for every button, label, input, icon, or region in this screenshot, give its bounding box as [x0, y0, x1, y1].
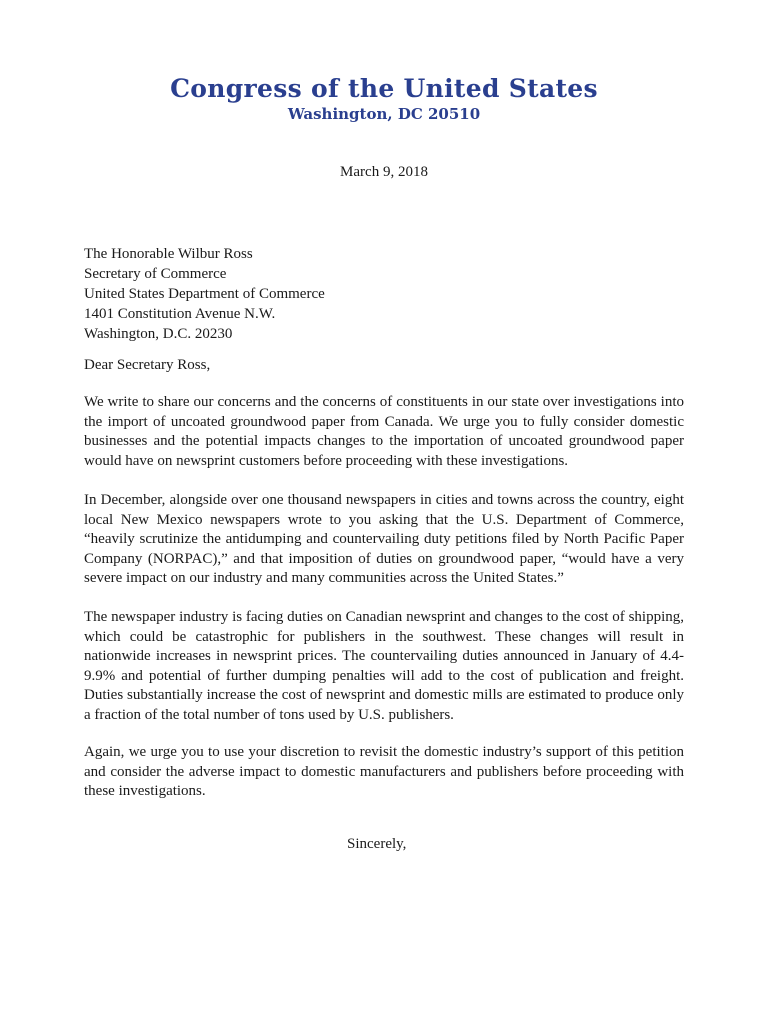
recipient-name: The Honorable Wilbur Ross — [84, 246, 253, 262]
recipient-title: Secretary of Commerce — [84, 266, 227, 282]
recipient-street: 1401 Constitution Avenue N.W. — [84, 306, 276, 322]
recipient-city: Washington, D.C. 20230 — [84, 326, 233, 342]
letterhead-title: Congress of the United States — [170, 74, 598, 103]
letterhead-address: Washington, DC 20510 — [287, 105, 481, 123]
body-paragraph-4: Again, we urge you to use your discretion to revisit the domestic industry’s support of this petition and consider the adverse impact to domestic manufacturers and publishers before proceeding with these investigations. — [84, 744, 684, 799]
body-paragraph-2: In December, alongside over one thousand newspapers in cities and towns across the country, eight local New Mexico newspapers wrote to you asking that the U.S. Department of Commerce, “heavily scrutinize the antidumping and countervailing duty petitions filed by North Pacific Paper Company (NORPAC),” and that imposition of duties on groundwood paper, “would have a very severe impact on our industry and many communities across the United States.” — [84, 492, 684, 586]
body-paragraph-3: The newspaper industry is facing duties on Canadian newsprint and changes to the cost of shipping, which could be catastrophic for publishers in the southwest. These changes will result in nationwide increases in newsprint prices. The countervailing duties announced in January of 4.4-9.9% and potential of further dumping penalties will add to the cost of publication and freight. Duties substantially increase the cost of newsprint and domestic mills are estimated to produce only a fraction of the total number of tons used by U.S. publishers. — [84, 609, 684, 723]
salutation: Dear Secretary Ross, — [84, 357, 211, 373]
body-paragraph-1: We write to share our concerns and the concerns of constituents in our state over investigations into the import of uncoated groundwood paper from Canada. We urge you to fully consider domestic businesses and the potential impacts changes to the importation of uncoated groundwood paper would have on newsprint customers before proceeding with these investigations. — [84, 394, 684, 469]
closing: Sincerely, — [347, 836, 407, 852]
recipient-address-block — [84, 244, 325, 344]
letter-date: March 9, 2018 — [340, 164, 428, 180]
recipient-organization: United States Department of Commerce — [84, 286, 325, 302]
